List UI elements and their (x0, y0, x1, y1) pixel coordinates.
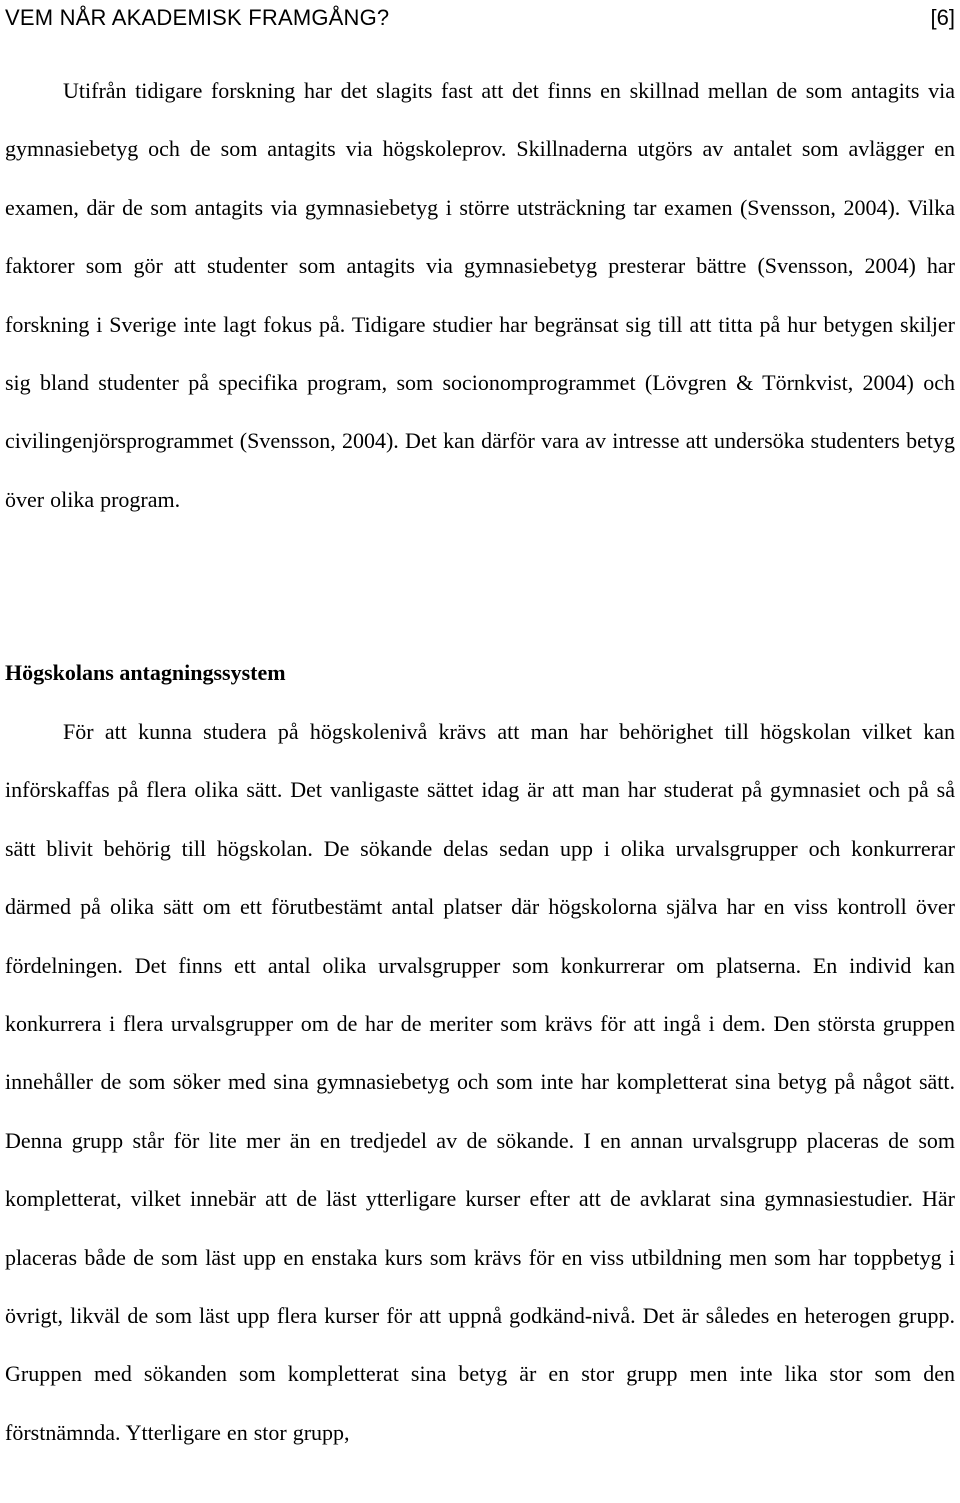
paragraph: För att kunna studera på högskolenivå krävs att man har behörighet till högskolan vilket kan införskaffas på flera olika sätt. Det vanligaste sättet idag är att man har studerat på gymnasiet och på så sätt blivit behörig till högskolan. De sökande delas sedan upp i olika urvalsgrupper och konkurrerar därmed på olika sätt om ett förutbestämt antal platser där högskolorna själva har en viss kontroll över fördelningen. Det finns ett antal olika urvalsgrupper som konkurrerar om platserna. En individ kan konkurrera i flera urvalsgrupper om de har de meriter som krävs för att ingå i dem. Den största gruppen innehåller de som söker med sina gymnasiebetyg och som inte har kompletterat sina betyg på något sätt. Denna grupp står för lite mer än en tredjedel av de sökande. I en annan urvalsgrupp placeras de som kompletterat, vilket innebär att de läst ytterligare kurser efter att de avklarat sina gymnasiestudier. Här placeras både de som läst upp en enstaka kurs som krävs för en viss utbildning men som har toppbetyg i övrigt, likväl de som läst upp flera kurser för att uppnå godkänd-nivå. Det är således en heterogen grupp. Gruppen med sökanden som kompletterat sina betyg är en stor grupp men inte lika stor som den förstnämnda. Ytterligare en stor grupp, (5, 719, 955, 1445)
paragraph-block (5, 703, 955, 1462)
page-number: [6] (930, 5, 955, 30)
paragraph-block (5, 62, 955, 529)
section-heading: Högskolans antagningssystem (5, 660, 286, 685)
paragraph: Utifrån tidigare forskning har det slagits fast att det finns en skillnad mellan de som antagits via gymnasiebetyg och de som antagits via högskoleprov. Skillnaderna utgörs av antalet som avlägger en examen, där de som antagits via gymnasiebetyg i större utsträckning tar examen (Svensson, 2004). Vilka faktorer som gör att studenter som antagits via gymnasiebetyg presterar bättre (Svensson, 2004) har forskning i Sverige inte lagt fokus på. Tidigare studier har begränsat sig till att titta på hur betygen skiljer sig bland studenter på specifika program, som socionomprogrammet (Lövgren & Törnkvist, 2004) och civilingenjörsprogrammet (Svensson, 2004). Det kan därför vara av intresse att undersöka studenters betyg över olika program. (5, 78, 955, 512)
running-header (5, 3, 955, 33)
header-title: VEM NÅR AKADEMISK FRAMGÅNG? (5, 5, 390, 30)
